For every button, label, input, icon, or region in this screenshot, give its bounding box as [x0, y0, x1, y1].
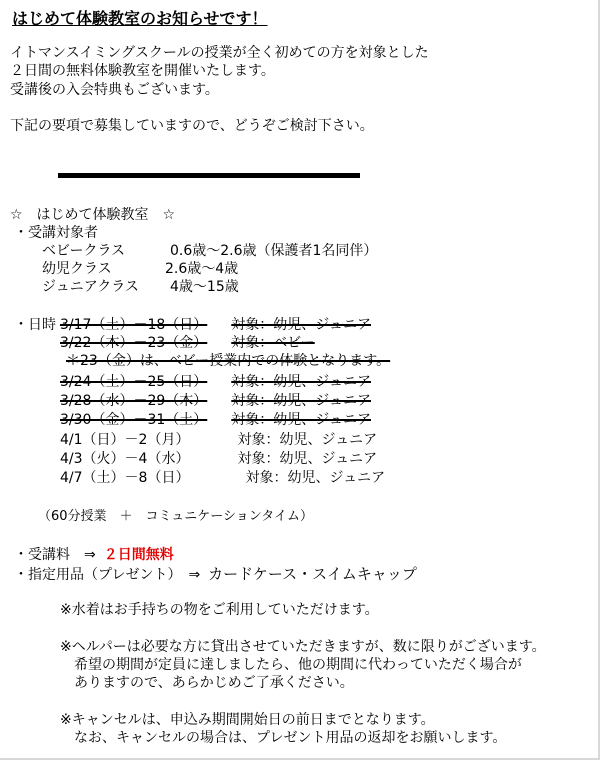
page-title: はじめて体験教室のお知らせです！: [12, 9, 268, 28]
schedule-row-9: [60, 469, 385, 487]
fee-value: ２日間無料: [103, 547, 174, 563]
intro-line-1: イトマンスイミングスクールの授業が全く初めての方を対象とした: [10, 45, 429, 61]
schedule-row-4: [60, 373, 371, 391]
target-heading: ・受講対象者: [14, 225, 98, 241]
class-name-junior: ジュニアクラス: [42, 279, 139, 295]
duration-text: （60分授業 ＋ コミュニケーションタイム）: [38, 509, 313, 524]
schedule-row-8: [60, 450, 377, 468]
schedule-target: 対象：幼児、ジュニア: [231, 317, 371, 333]
schedule-date: 3/17（土）－18（日）: [60, 317, 208, 333]
schedule-target: 対象：ベビー: [231, 335, 315, 351]
schedule-row-6: [60, 411, 371, 429]
section-title: ☆ はじめて体験教室 ☆: [10, 207, 176, 223]
schedule-row-7: [60, 431, 377, 449]
class-age-junior: 4歳～15歳: [170, 279, 239, 295]
schedule-target: 対象：幼児、ジュニア: [231, 412, 371, 428]
schedule-target: 対象：幼児、ジュニア: [237, 432, 378, 448]
note-helper: ※ヘルパーは必要な方に貸出させていただきますが、数に限りがございます。: [60, 639, 546, 655]
schedule-target: 対象：幼児、ジュニア: [237, 451, 378, 467]
fee-label: ・受講料 ⇒: [14, 547, 96, 563]
class-age-kids: 2.6歳～4歳: [165, 261, 239, 277]
schedule-date: 4/7（土）－8（日）: [60, 470, 190, 486]
class-name-kids: 幼児クラス: [42, 261, 112, 277]
gift-value: カードケース・スイムキャップ: [208, 565, 417, 583]
note-cancel-cont: なお、キャンセルの場合は、プレゼント用品の返却をお願いします。: [74, 730, 507, 746]
schedule-date: 4/1（日）－2（月）: [60, 432, 190, 448]
divider-bar: [58, 173, 360, 178]
schedule-date: 3/30（金）－31（土）: [60, 412, 208, 428]
class-name-baby: ベビークラス: [42, 243, 126, 259]
intro-line-2: ２日間の無料体験教室を開催いたします。: [10, 63, 275, 79]
note-swimwear: ※水着はお手持ちの物をご利用していただけます。: [60, 602, 379, 618]
schedule-date: 4/3（火）－4（水）: [60, 451, 190, 467]
schedule-target: 対象：幼児、ジュニア: [231, 393, 371, 409]
gift-row: [14, 565, 417, 584]
notice-text: 下記の要項で募集していますので、どうぞご検討下さい。: [10, 118, 374, 134]
fee-row: [14, 546, 174, 564]
schedule-target: 対象：幼児、ジュニア: [231, 374, 371, 390]
note-helper-cont-2: ありますので、あらかじめご了承ください。: [74, 675, 354, 691]
schedule-row-2: [60, 334, 315, 352]
schedule-row-1: [60, 316, 371, 334]
schedule-row-5: [60, 392, 371, 410]
schedule-target: 対象：幼児、ジュニア: [245, 470, 386, 486]
note-cancel: ※キャンセルは、申込み期間開始日の前日までとなります。: [60, 712, 435, 728]
class-age-baby: 0.6歳～2.6歳（保護者1名同伴）: [170, 243, 378, 259]
note-helper-cont-1: 希望の期間が定員に達しましたら、他の期間に代わっていただく場合が: [74, 657, 522, 673]
gift-label: ・指定用品（プレゼント） ⇒: [14, 567, 201, 583]
schedule-date: 3/28（水）－29（木）: [60, 393, 208, 409]
intro-line-3: 受講後の入会特典もございます。: [10, 82, 219, 98]
schedule-date: 3/24（土）－25（日）: [60, 374, 208, 390]
schedule-label: ・日時: [14, 317, 56, 333]
schedule-row-3: [66, 352, 390, 370]
schedule-note: ＊23（金）は、ベビー授業内での体験となります。: [66, 353, 391, 369]
schedule-date: 3/22（木）－23（金）: [60, 335, 208, 351]
